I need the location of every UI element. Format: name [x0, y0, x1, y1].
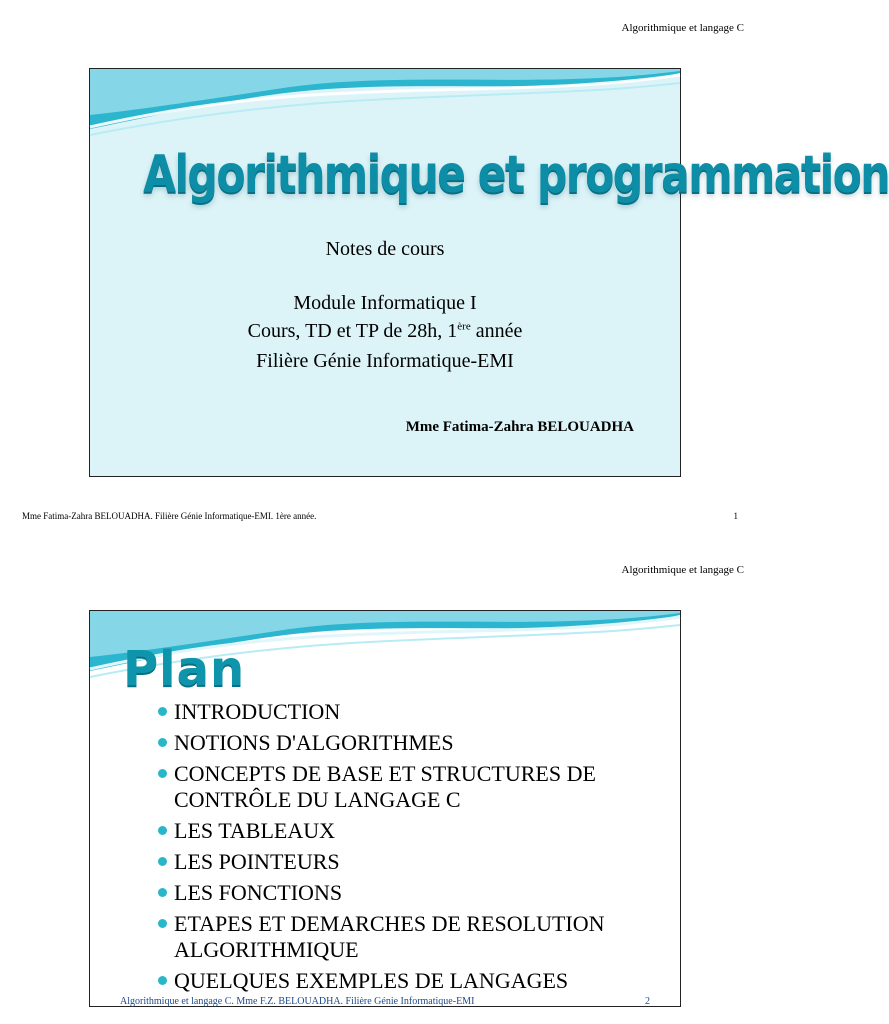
- plan-item: [156, 911, 666, 963]
- slide-2-title: Plan: [123, 641, 246, 697]
- bullet-icon: [158, 738, 167, 747]
- plan-item: [156, 730, 666, 756]
- plan-item-label: CONCEPTS DE BASE ET STRUCTURES DE CONTRÔLE DU LANGAGE C: [174, 761, 596, 812]
- slide-2: [89, 610, 681, 1007]
- plan-list: [156, 699, 666, 999]
- slide-1-notes-line: Notes de cours: [325, 238, 445, 260]
- plan-item-label: LES FONCTIONS: [174, 880, 343, 905]
- slide-1-author: Mme Fatima-Zahra BELOUADHA: [405, 419, 634, 435]
- page-1-header: Algorithmique et langage C: [621, 22, 744, 34]
- bullet-icon: [158, 826, 167, 835]
- slide-2-footer-text: Algorithmique et langage C. Mme F.Z. BELOUADHA. Filière Génie Informatique-EMI: [120, 996, 475, 1007]
- plan-item: [156, 849, 666, 875]
- course-line-text: Cours, TD et TP de 28h, 1: [247, 320, 458, 342]
- plan-item-label: ETAPES ET DEMARCHES DE RESOLUTION ALGORITHMIQUE: [174, 911, 605, 962]
- slide-1: [89, 68, 889, 477]
- page-1-footer: [22, 511, 738, 521]
- course-line-year: année: [470, 320, 523, 342]
- slide-1-title: Algorithmique et programmation: [143, 145, 889, 205]
- plan-item-label: INTRODUCTION: [174, 699, 341, 724]
- plan-item: [156, 968, 666, 994]
- slide-2-footer: [120, 996, 650, 1007]
- plan-item: [156, 818, 666, 844]
- page-1-footer-text: Mme Fatima-Zahra BELOUADHA. Filière Génie Informatique-EMI. 1ère année.: [22, 511, 317, 521]
- plan-item: [156, 761, 666, 813]
- bullet-icon: [158, 976, 167, 985]
- bullet-icon: [158, 707, 167, 716]
- slide-1-module-line: Module Informatique I: [293, 292, 477, 314]
- slide-1-program-line: Filière Génie Informatique-EMI: [256, 350, 514, 372]
- bullet-icon: [158, 857, 167, 866]
- plan-item-label: QUELQUES EXEMPLES DE LANGAGES: [174, 968, 569, 993]
- course-line-sup: ère: [457, 320, 471, 333]
- plan-item-label: NOTIONS D'ALGORITHMES: [174, 730, 454, 755]
- plan-item: [156, 880, 666, 906]
- bullet-icon: [158, 919, 167, 928]
- plan-item-label: LES POINTEURS: [174, 849, 340, 874]
- bullet-icon: [158, 888, 167, 897]
- slide-1-course-line: [90, 320, 680, 343]
- page-2-header: Algorithmique et langage C: [621, 564, 744, 576]
- bullet-icon: [158, 769, 167, 778]
- slide-2-page-number: 2: [645, 996, 650, 1007]
- plan-item: [156, 699, 666, 725]
- page-1-number: 1: [733, 511, 738, 521]
- plan-item-label: LES TABLEAUX: [174, 818, 335, 843]
- slide-1-wave-decoration: [90, 69, 680, 149]
